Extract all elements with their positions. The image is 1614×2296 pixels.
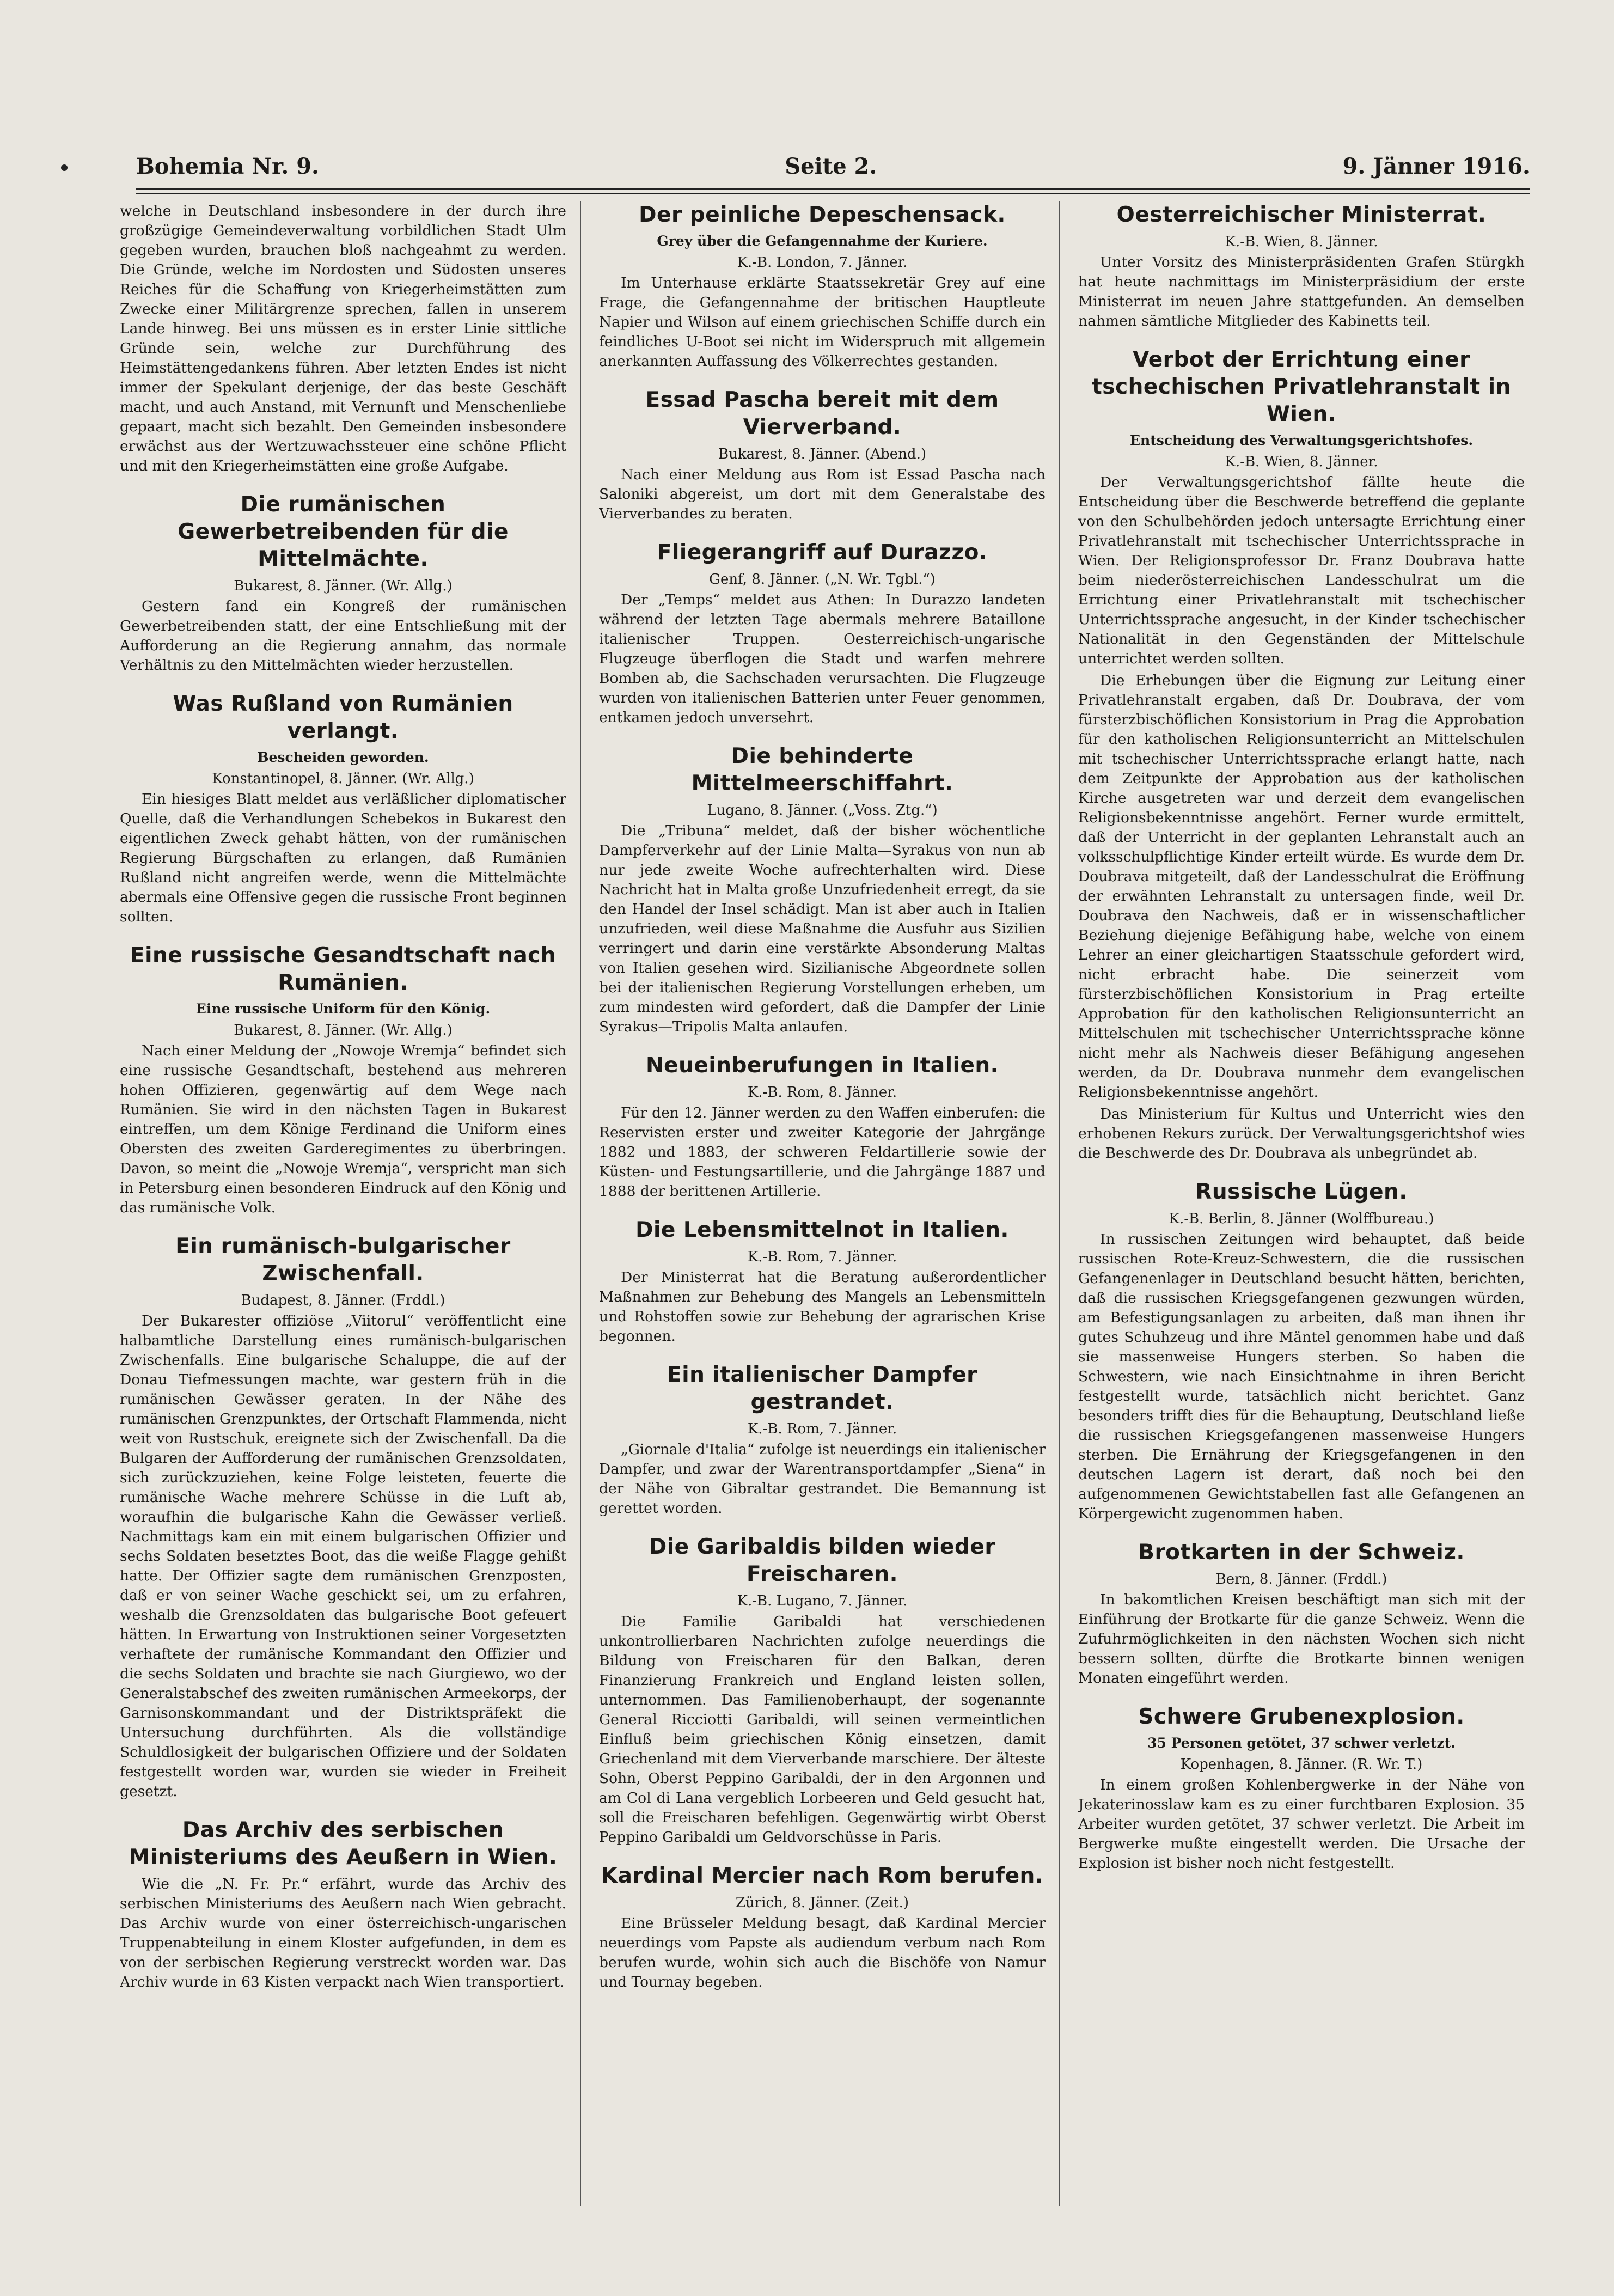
dateline: Kopenhagen, 8. Jänner. (R. Wr. T.) xyxy=(1180,1756,1423,1773)
article-body: Das Ministerium für Kultus und Unterricht wies den erhobenen Rekurs zurück. Der Verwaltungsgerichtshof wies die Beschwerde des Dr. Doubrava als unbegründet ab. xyxy=(1078,1106,1525,1162)
article-body: In russischen Zeitungen wird behauptet, daß beide russischen Rote-Kreuz-Schwestern, die die russischen Gefangenenlager in Deutschland besucht hätten, berichten, daß die russischen Kriegsgefangenen gezwungen würden, am Befestigungsanlagen zu arbeiten, daß man ihnen ihr gutes Schuhzeug und ihre Mäntel genommen habe und daß sie massenweise Hungers sterben. So haben die Schwestern, wie nach Einsichtnahme in ihren Bericht festgestellt wurde, tatsächlich nicht berichtet. Ganz besonders trifft dies für die Behauptung, Deutschland ließe die russischen Kriegsgefangenen massenweise Hungers sterben. Die Ernährung der Kriegsgefangenen in den deutschen Lagern ist derart, daß noch bei den aufgenommenen Gewichtstabellen fast alle Gefangenen an Körpergewicht zugenommen haben. xyxy=(1078,1231,1525,1522)
headline: Russische Lügen. xyxy=(1195,1180,1408,1204)
article-body: Der „Temps“ meldet aus Athen: In Durazzo landeten während der letzten Tage abermals mehrere Bataillone italienischer Truppen. Oesterreichisch-ungarische Flugzeuge überflogen die Stadt und warfen mehrere Bomben ab, die Sachschaden verursachten. Die Flugzeuge wurden von italienischen Batterien unter Feuer genommen, entkamen jedoch unversehrt. xyxy=(599,591,1046,726)
margin-bullet xyxy=(61,164,68,171)
dateline: K.-B. London, 7. Jänner. xyxy=(737,254,908,271)
header-paper-name: Bohemia Nr. 9. xyxy=(136,153,319,179)
article-body: „Giornale d'Italia“ zufolge ist neuerdings ein italienischer Dampfer, und zwar der Warentransportdampfer „Siena“ in der Nähe von Gibraltar gestrandet. Die Bemannung ist gerettet worden. xyxy=(599,1441,1046,1517)
article-body: Ein hiesiges Blatt meldet aus verläßlicher diplomatischer Quelle, daß die Verhandlungen Schebekos in Bukarest den eigentlichen Zweck gehabt hätten, von der rumänischen Regierung Bürgschaften zu erlangen, daß Rumänien Rußland nicht angreifen werde, wenn die Mittelmächte abermals eine Offensive gegen die russische Front beginnen sollten. xyxy=(120,791,566,925)
dateline: K.-B. Wien, 8. Jänner. xyxy=(1225,234,1378,250)
article-body: Nach einer Meldung aus Rom ist Essad Pascha nach Saloniki abgereist, um dort mit dem Generalstabe des Vierverbandes zu beraten. xyxy=(599,466,1046,522)
article-body: Der Ministerrat hat die Beratung außerordentlicher Maßnahmen zur Behebung des Mangels an Lebensmitteln und Rohstoffen sowie zur Behebung der agrarischen Krise begonnen. xyxy=(599,1269,1046,1345)
column-divider xyxy=(580,201,581,2206)
article-body: Die Erhebungen über die Eignung zur Leitung einer Privatlehranstalt ergaben, daß Dr. Doubrava, der vom fürsterzbischöflichen Konsistorium in Prag die Approbation für den katholischen Religionsunterricht an Mittelschulen mit tschechischer Unterrichtssprache erlangt hatte, nach dem Zeitpunkte der Approbation aus der katholischen Kirche ausgetreten war und derzeit dem evangelischen Religionsbekenntnisse angehört. Ferner wurde ermittelt, daß der Unterricht in der geplanten Lehranstalt auch an volksschulpflichtige Kinder erteilt würde. Es wurde dem Dr. Doubrava mitgeteilt, daß der Landesschulrat die Eröffnung der erwähnten Lehranstalt zu untersagen finde, weil Dr. Doubrava den Nachweis, daß er in wissenschaftlicher Beziehung diejenige Befähigung habe, welche von einem Lehrer an einer gleichartigen Staatsschule gefordert wird, nicht erbracht habe. Die seinerzeit vom fürsterzbischöflichen Konsistorium in Prag erteilte Approbation für den katholischen Religionsunterricht an Mittelschulen mit tschechischer Unterrichtssprache könne nicht mehr als Nachweis dieser Befähigung angesehen werden, da Dr. Doubrava nunmehr dem evangelischen Religionsbekenntnisse angehört. xyxy=(1078,672,1525,1101)
article-body: Im Unterhause erklärte Staatssekretär Grey auf eine Frage, die Gefangennahme der britischen Hauptleute Napier und Wilson auf einem griechischen Schiffe durch ein feindliches U-Boot sei nicht im Widerspruch mit allgemein anerkannten Auffassung des Völkerrechtes gestanden. xyxy=(599,274,1046,370)
subheadline: Bescheiden geworden. xyxy=(257,749,429,765)
headline: Die rumänischen Gewerbetreibenden für die Mittelmächte. xyxy=(178,492,509,571)
subheadline: Entscheidung des Verwaltungsgerichtshofes. xyxy=(1129,432,1474,448)
headline: Eine russische Gesandtschaft nach Rumänien. xyxy=(130,943,557,995)
dateline: K.-B. Rom, 7. Jänner. xyxy=(747,1421,897,1437)
article-body: Die „Tribuna“ meldet, daß der bisher wöchentliche Dampferverkehr auf der Linie Malta—Syrakus von nun ab nur jede zweite Woche aufrechterhalten wird. Diese Nachricht hat in Malta große Unzufriedenheit erregt, da sie den Handel der Insel schädigt. Man ist aber auch in Italien unzufrieden, weil diese Maßnahme die Ausfuhr aus Sizilien verringert und darin eine verstärkte Absonderung Maltas von Italien gesehen wird. Sizilianische Abgeordnete sollen bei der italienischen Regierung Vorstellungen erheben, um zum mindesten wird gefordert, daß die Dampfer der Linie Syrakus—Tripolis Malta anlaufen. xyxy=(599,822,1046,1035)
headline: Was Rußland von Rumänien verlangt. xyxy=(173,692,513,743)
subheadline: 35 Personen getötet, 37 schwer verletzt. xyxy=(1147,1735,1456,1751)
dateline: Lugano, 8. Jänner. („Voss. Ztg.“) xyxy=(707,802,938,819)
headline: Verbot der Errichtung einer tschechischen Privatlehranstalt in Wien. xyxy=(1092,347,1511,426)
headline: Die Lebensmittelnot in Italien. xyxy=(635,1218,1009,1242)
dateline: Bukarest, 8. Jänner. (Wr. Allg.) xyxy=(234,1022,453,1039)
headline: Essad Pascha bereit mit dem Vierverband. xyxy=(645,388,999,439)
page-header xyxy=(136,147,1530,185)
article-body: Nach einer Meldung der „Nowoje Wremja“ befindet sich eine russische Gesandtschaft, bestehend aus mehreren hohen Offizieren, gegenwärtig auf dem Wege nach Rumänien. Sie wird in den nächsten Tagen in Bukarest eintreffen, um dem Könige Ferdinand die Uniform eines Obersten des zweiten Garderegimentes zu überbringen. Davon, so meint die „Nowoje Wremja“, verspricht man sich in Petersburg einen besonderen Eindruck auf den König und das rumänische Volk. xyxy=(120,1042,566,1216)
article-body: Die Familie Garibaldi hat verschiedenen unkontrollierbaren Nachrichten zufolge neuerdings die Bildung von Freischaren für den Balkan, deren Finanzierung Frankreich und England leisten sollen, unternommen. Das Familienoberhaupt, der sogenannte General Ricciotti Garibaldi, will seinen vermeintlichen Einfluß beim griechischen König einsetzen, damit Griechenland mit dem Vierverbande marschiere. Der älteste Sohn, Oberst Peppino Garibaldi, der in den Argonnen und am Col di Lana vergeblich Lorbeeren und Geld gesucht hat, soll die Freischaren befehligen. Gegenwärtig wirbt Oberst Peppino Garibaldi um Geldvorschüsse in Paris. xyxy=(599,1613,1046,1846)
article-body: Unter Vorsitz des Ministerpräsidenten Grafen Stürgkh hat heute nachmittags im Ministerpräsidium der erste Ministerrat im neuen Jahre stattgefunden. An demselben nahmen sämtliche Mitglieder des Kabinetts teil. xyxy=(1078,254,1525,329)
header-date: 9. Jänner 1916. xyxy=(1342,153,1530,179)
article-body: In einem großen Kohlenbergwerke in der Nähe von Jekaterinosslaw kam es zu einer furchtbaren Explosion. 35 Arbeiter wurden getötet, 37 schwer verletzt. Die Arbeit im Bergwerke mußte eingestellt werden. Die Ursache der Explosion ist bisher noch nicht festgestellt. xyxy=(1078,1776,1525,1872)
dateline: Zürich, 8. Jänner. (Zeit.) xyxy=(735,1895,909,1911)
headline: Der peinliche Depeschensack. xyxy=(639,203,1006,227)
headline: Das Archiv des serbischen Ministeriums des Aeußern in Wien. xyxy=(129,1818,558,1870)
article-body: Für den 12. Jänner werden zu den Waffen einberufen: die Reservisten erster und zweiter Kategorie der Jahrgänge 1882 und 1883, der schweren Feldartillerie sowie der Küsten- und Festungsartillerie, und die Jahrgänge 1887 und 1888 der berittenen Artillerie. xyxy=(599,1104,1046,1200)
headline: Fliegerangriff auf Durazzo. xyxy=(657,540,988,565)
headline: Ein rumänisch-bulgarischer Zwischenfall. xyxy=(175,1234,511,1286)
dateline: Konstantinopel, 8. Jänner. (Wr. Allg.) xyxy=(212,771,474,787)
headline: Die Garibaldis bilden wieder Freischaren. xyxy=(649,1535,996,1586)
headline: Kardinal Mercier nach Rom berufen. xyxy=(601,1864,1044,1888)
subheadline: Grey über die Gefangennahme der Kuriere. xyxy=(657,233,988,249)
article-body: Wie die „N. Fr. Pr.“ erfährt, wurde das Archiv des serbischen Ministeriums des Aeußern nach Wien gebracht. Das Archiv wurde von einer österreichisch-ungarischen Truppenabteilung in einem Kloster aufgefunden, in dem es von der serbischen Regierung verstreckt worden war. Das Archiv wurde in 63 Kisten verpackt nach Wien transportiert. xyxy=(120,1876,566,1990)
column-3 xyxy=(1078,201,1525,2206)
dateline: K.-B. Lugano, 7. Jänner. xyxy=(737,1593,908,1609)
column-1 xyxy=(120,201,566,2206)
headline: Die behinderte Mittelmeerschiffahrt. xyxy=(691,744,953,796)
headline: Schwere Grubenexplosion. xyxy=(1138,1705,1465,1729)
dateline: Budapest, 8. Jänner. (Frddl.) xyxy=(241,1292,445,1309)
article-body: Eine Brüsseler Meldung besagt, daß Kardinal Mercier neuerdings vom Papste als audiendum verbum nach Rom berufen wurde, wohin sich auch die Bischöfe von Namur und Tournay begeben. xyxy=(599,1915,1046,1990)
column-2 xyxy=(599,201,1046,2206)
dateline: Bukarest, 8. Jänner. (Wr. Allg.) xyxy=(234,578,453,594)
headline: Brotkarten in der Schweiz. xyxy=(1138,1540,1465,1565)
article-body: In bakomtlichen Kreisen beschäftigt man sich mit der Einführung der Brotkarte für die ganze Schweiz. Wenn die Zufuhrmöglichkeiten in den nächsten Wochen sich nicht bessern sollten, dürfte die Brotkarte binnen wenigen Monaten eingeführt werden. xyxy=(1078,1591,1525,1687)
article-body: Der Bukarester offiziöse „Viitorul“ veröffentlicht eine halbamtliche Darstellung eines rumänisch-bulgarischen Zwischenfalls. Eine bulgarische Schaluppe, die auf der Donau Tiefmessungen machte, war gestern früh in die rumänischen Gewässer geraten. In der Nähe des rumänischen Grenzpunktes, der Ortschaft Flammenda, nicht weit von Rustschuk, ereignete sich der Zwischenfall. Da die Bulgaren der Aufforderung der rumänischen Grenzsoldaten, sich zurückzuziehen, keine Folge leisteten, feuerte die rumänische Wache mehrere Schüsse in die Luft ab, woraufhin die bulgarische Kahn die Gewässer verließ. Nachmittags kam ein mit einem bulgarischen Offizier und sechs Soldaten besetztes Boot, das die weiße Flagge gehißt hatte. Der Offizier sagte dem rumänischen Grenzposten, daß er von seiner Wache geschickt sei, um zu erfahren, weshalb die Grenzsoldaten das bulgarische Boot gefeuert hätten. In Erwartung von Instruktionen seiner Vorgesetzten verhaftete der rumänische Kommandant den Offizier und die sechs Soldaten und brachte sie nach Giurgiewo, wo der Generalstabschef des zweiten rumänischen Armeekorps, der Garnisonskommandant und der Distriktspräfekt die Untersuchung durchführten. Als die vollständige Schuldlosigkeit der bulgarischen Offiziere und der Soldaten festgestellt worden war, wurden sie wieder in Freiheit gesetzt. xyxy=(120,1312,566,1800)
header-rule xyxy=(136,188,1530,194)
headline: Neueinberufungen in Italien. xyxy=(646,1053,999,1078)
dateline: K.-B. Rom, 7. Jänner. xyxy=(747,1249,897,1265)
header-page-number: Seite 2. xyxy=(785,153,877,179)
dateline: Bern, 8. Jänner. (Frddl.) xyxy=(1215,1571,1387,1587)
dateline: K.-B. Berlin, 8. Jänner (Wolffbureau.) xyxy=(1169,1211,1434,1227)
subheadline: Eine russische Uniform für den König. xyxy=(195,1001,491,1017)
dateline: Bukarest, 8. Jänner. (Abend.) xyxy=(718,446,926,462)
dateline: Genf, 8. Jänner. („N. Wr. Tgbl.“) xyxy=(709,571,936,588)
headline: Oesterreichischer Ministerrat. xyxy=(1116,203,1487,227)
article-body: Gestern fand ein Kongreß der rumänischen Gewerbetreibenden statt, der eine Entschließung mit der Aufforderung an die Regierung annahm, das normale Verhältnis zu den Mittelmächten wieder herzustellen. xyxy=(120,598,566,674)
dateline: K.-B. Wien, 8. Jänner. xyxy=(1225,454,1378,470)
dateline: K.-B. Rom, 8. Jänner. xyxy=(747,1084,897,1101)
headline: Ein italienischer Dampfer gestrandet. xyxy=(667,1363,977,1414)
article-body: Der Verwaltungsgerichtshof fällte heute die Entscheidung über die Beschwerde betreffend die geplante von den Schulbehörden jedoch untersagte Errichtung einer Privatlehranstalt mit tschechischer Unterrichtssprache in Wien. Der Religionsprofessor Dr. Franz Doubrava hatte beim niederösterreichischen Landesschulrat um die Errichtung einer Privatlehranstalt mit tschechischer Unterrichtssprache angesucht, in der Kinder tschechischer Nationalität in den Gegenständen der Mittelschule unterrichtet werden sollten. xyxy=(1078,474,1525,667)
column-divider xyxy=(1059,201,1060,2206)
article-continuation: welche in Deutschland insbesondere in der durch ihre großzügige Gemeindeverwaltung vorbildlichen Stadt Ulm gegeben wurden, brauchen bloß nachgeahmt zu werden. Die Gründe, welche im Nordosten und Südosten unseres Reiches für die Schaffung von Kriegerheimstätten zum Zwecke einer Militärgrenze sprechen, fallen in unserem Lande hinweg. Bei uns müssen es in erster Linie sittliche Gründe sein, welche zur Durchführung des Heimstättengedankens führen. Aber letzten Endes ist nicht immer der Spekulant derjenige, der das beste Geschäft macht, und auch Anstand, mit Vernunft und Menschenliebe gepaart, macht sich bezahlt. Den Gemeinden insbesondere erwächst aus der Wertzuwachssteuer eine schöne Pflicht und mit den Kriegerheimstätten eine große Aufgabe. xyxy=(120,203,566,474)
